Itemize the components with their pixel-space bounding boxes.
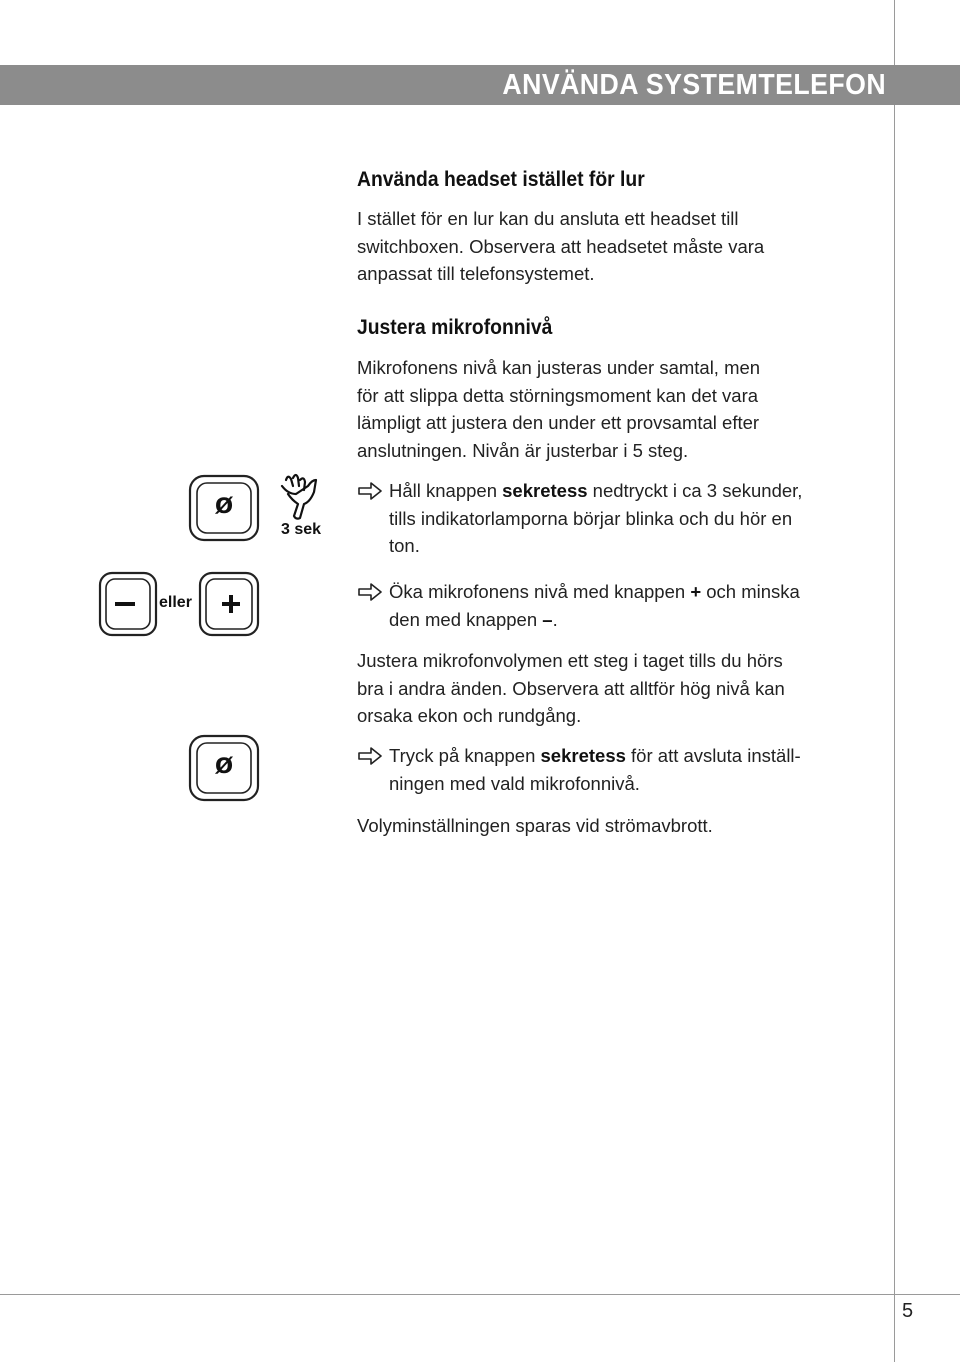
header-bar bbox=[0, 65, 960, 105]
mute-symbol: ø bbox=[214, 747, 234, 780]
plus-key-icon bbox=[198, 571, 260, 637]
key-name: sekretess bbox=[502, 480, 588, 501]
step-text: Tryck på knappen bbox=[389, 745, 541, 766]
mute-symbol: ø bbox=[214, 487, 234, 520]
key-name: + bbox=[690, 581, 702, 602]
step-confirm-mute bbox=[357, 742, 857, 797]
mute-key-icon bbox=[188, 734, 260, 802]
step-text: . bbox=[552, 608, 558, 630]
text-line: för att slippa detta störningsmoment kan det vara bbox=[357, 384, 759, 406]
step-adjust-level bbox=[357, 578, 857, 633]
text-line: I stället för en lur kan du ansluta ett headset till bbox=[357, 208, 739, 229]
step-text: tills indikatorlamporna börjar blinka och du hör en bbox=[389, 507, 793, 529]
pressing-hand-icon bbox=[278, 472, 320, 522]
step-text: och minska bbox=[701, 581, 800, 602]
heading-headset: Använda headset istället för lur bbox=[357, 168, 645, 191]
text-line: Justera mikrofonvolymen ett steg i taget tills du hörs bbox=[357, 650, 783, 671]
paragraph-mic-level bbox=[357, 354, 857, 464]
text-line: switchboxen. Observera att headsetet måste vara bbox=[357, 235, 765, 257]
text-line: Mikrofonens nivå kan justeras under samtal, men bbox=[357, 357, 761, 378]
text-line: anslutningen. Nivån är justerbar i 5 steg. bbox=[357, 439, 689, 461]
step-text: ningen med vald mikrofonnivå. bbox=[389, 772, 640, 794]
heading-mic-level: Justera mikrofonnivå bbox=[357, 316, 553, 339]
step-text: Öka mikrofonens nivå med knappen bbox=[389, 581, 691, 602]
margin-rule bbox=[894, 0, 895, 1362]
arrow-right-icon bbox=[357, 582, 383, 602]
key-name: – bbox=[542, 608, 553, 630]
footer-rule bbox=[0, 1294, 960, 1295]
text-line: Volyminställningen sparas vid strömavbrott. bbox=[357, 815, 713, 836]
step-hold-mute bbox=[357, 477, 857, 560]
arrow-right-icon bbox=[357, 746, 383, 766]
page-title: ANVÄNDA SYSTEMTELEFON bbox=[502, 69, 886, 101]
step-text: för att avsluta inställ- bbox=[625, 745, 801, 766]
text-line: anpassat till telefonsystemet. bbox=[357, 263, 595, 284]
or-label: eller bbox=[159, 594, 192, 611]
step-text: nedtryckt i ca 3 sekunder, bbox=[587, 480, 803, 501]
hold-duration-label: 3 sek bbox=[281, 521, 322, 538]
arrow-right-icon bbox=[357, 481, 383, 501]
key-name: sekretess bbox=[540, 745, 626, 766]
step-text: ton. bbox=[389, 535, 420, 556]
paragraph-headset bbox=[357, 205, 857, 288]
mute-key-icon bbox=[188, 474, 260, 542]
minus-key-icon bbox=[98, 571, 158, 637]
text-line: bra i andra änden. Observera att alltför hög nivå kan bbox=[357, 677, 785, 699]
paragraph-volume bbox=[357, 647, 857, 730]
page-number: 5 bbox=[902, 1300, 914, 1322]
closing-note bbox=[357, 812, 857, 840]
step-text: Håll knappen bbox=[389, 480, 503, 501]
text-line: lämpligt att justera den under ett provsamtal efter bbox=[357, 412, 760, 433]
text-line: orsaka ekon och rundgång. bbox=[357, 705, 582, 726]
step-text: den med knappen bbox=[389, 608, 543, 630]
